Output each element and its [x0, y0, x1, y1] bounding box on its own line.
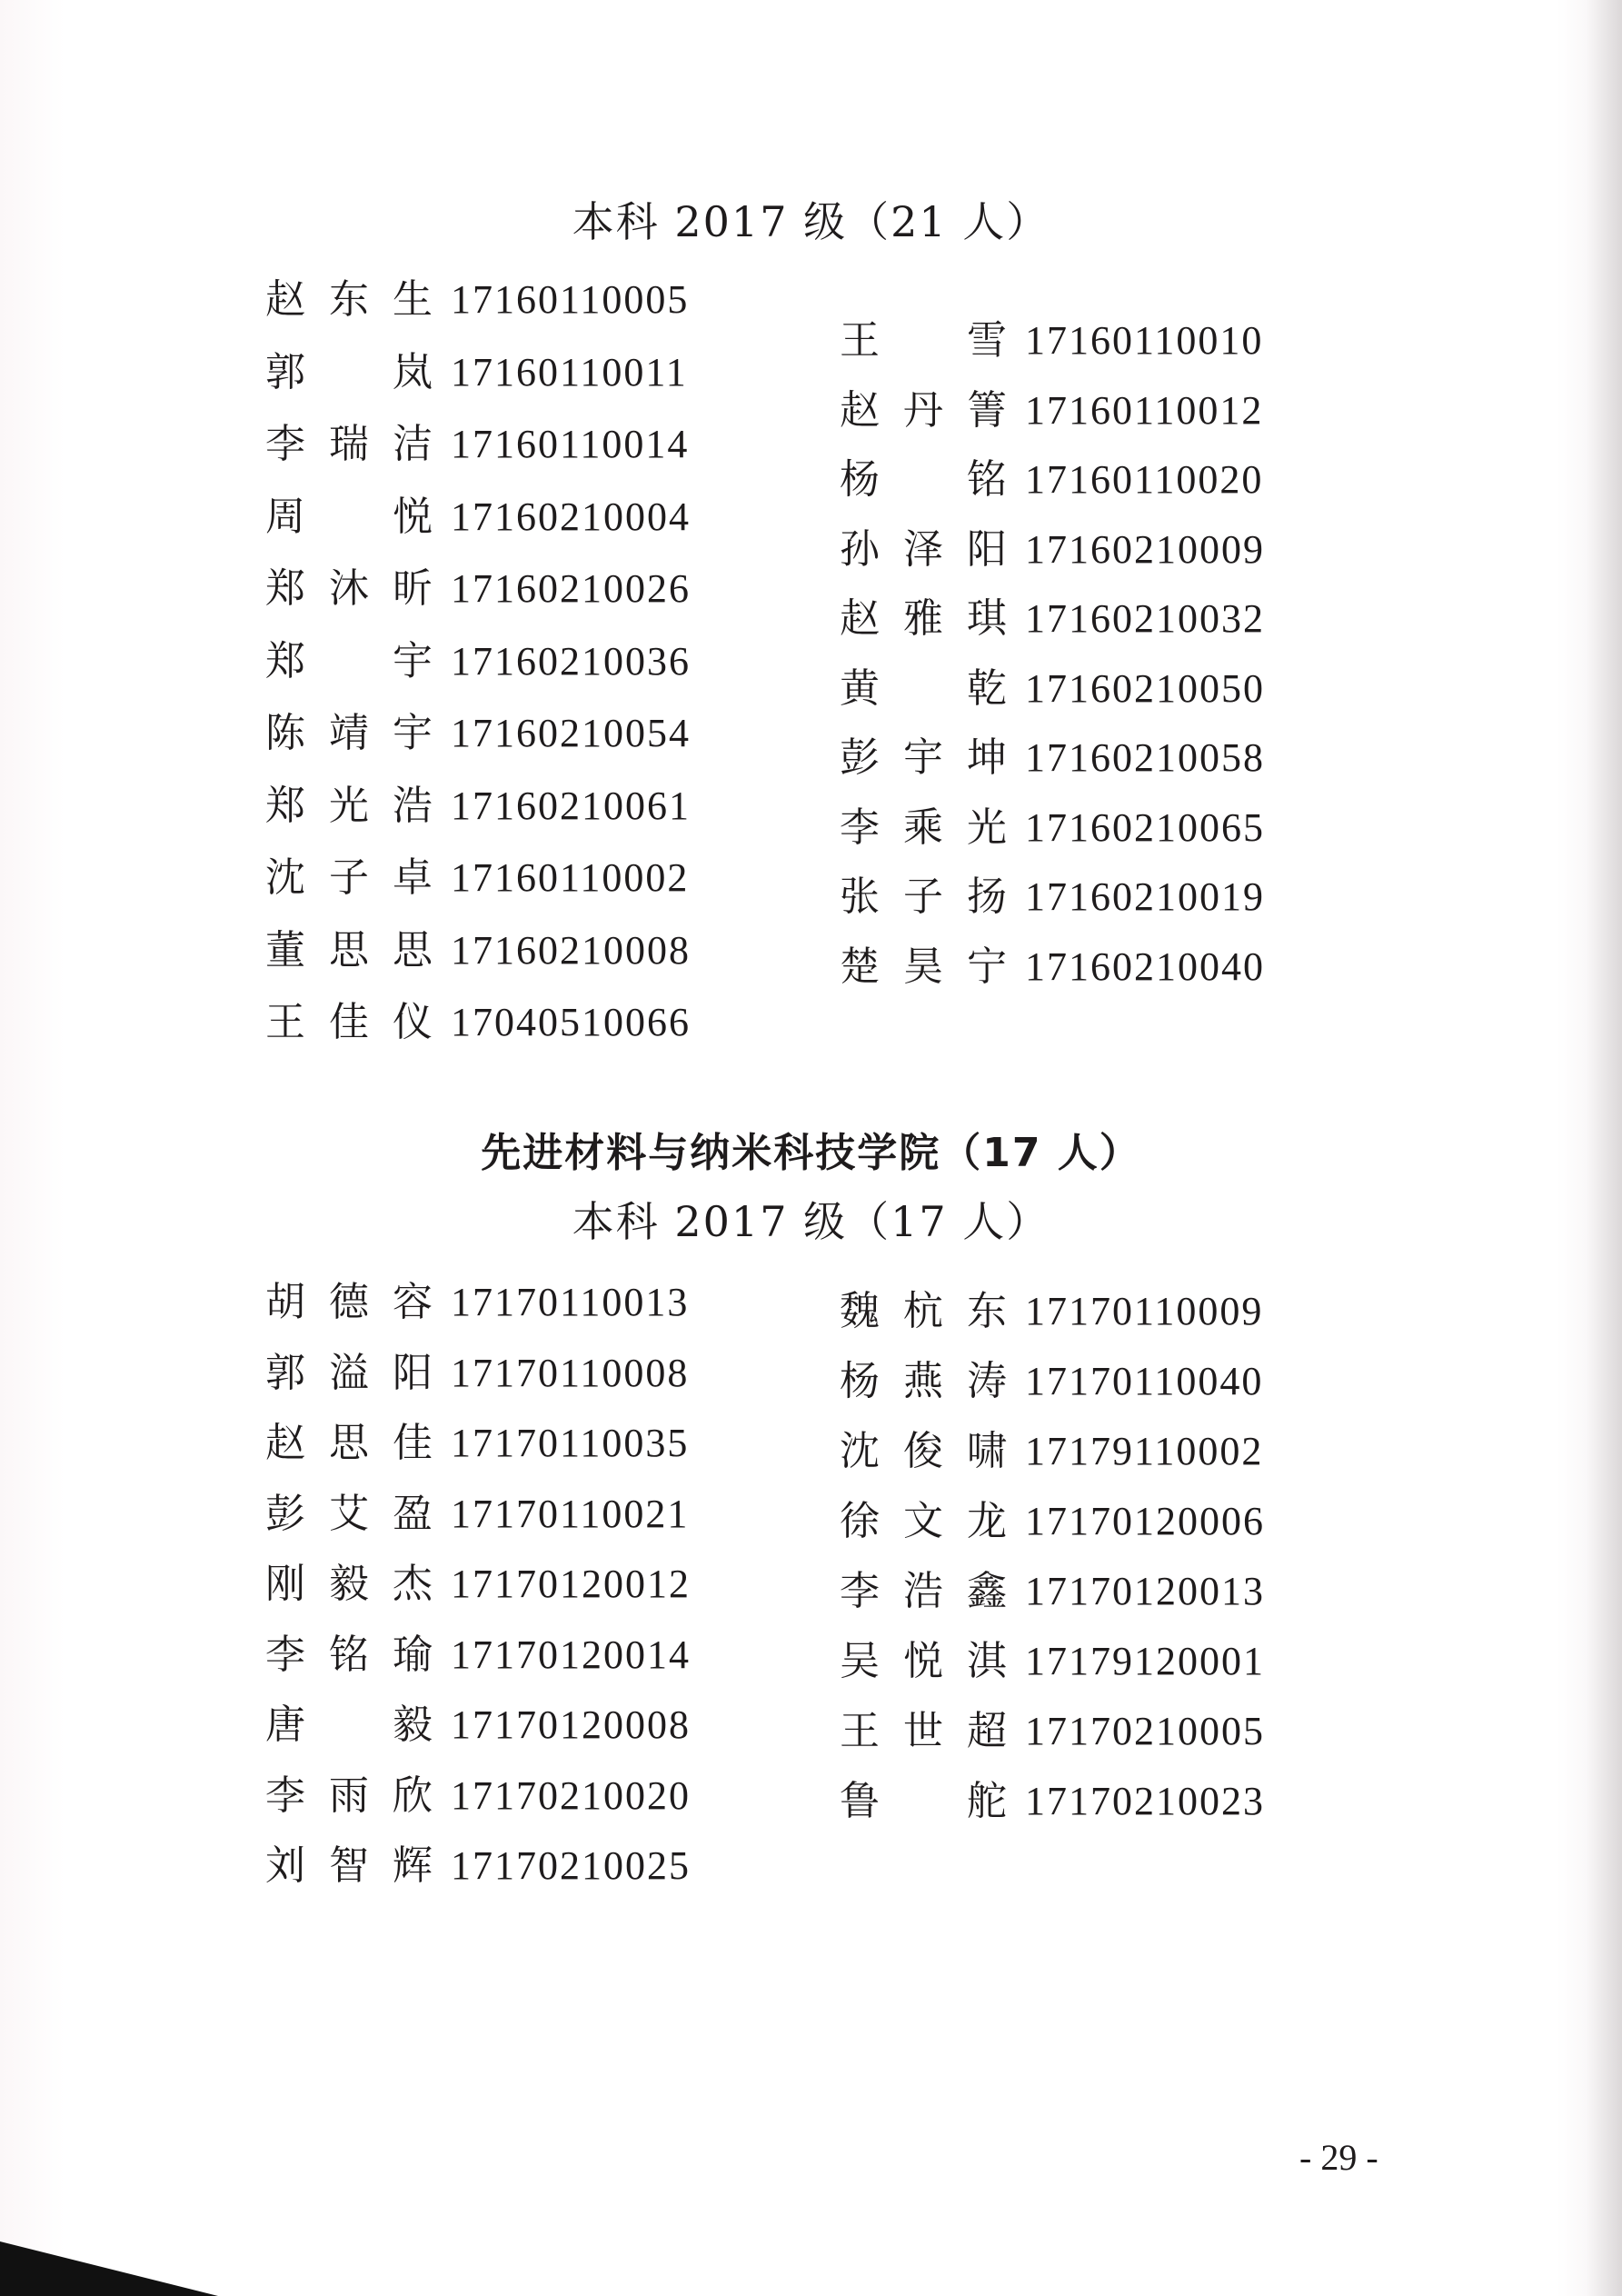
student-name-char: 鲁 [840, 1778, 880, 1824]
student-name-char: 铭 [329, 1631, 369, 1678]
student-name-char: 孙 [840, 525, 880, 573]
student-name-char: 瑜 [393, 1631, 433, 1678]
section-2-left-column [262, 1275, 734, 1889]
student-name-char: 昊 [903, 943, 943, 990]
student-name-char: 生 [393, 276, 433, 323]
student-name-char: 刚 [265, 1561, 305, 1607]
student-name-char: 盈 [393, 1490, 433, 1537]
student-name-char: 智 [329, 1842, 369, 1889]
student-name-char: 雪 [967, 317, 1007, 364]
student-name-char: 昕 [393, 565, 433, 612]
student-id: 17170110040 [1025, 1359, 1264, 1403]
student-name-char: 坤 [967, 734, 1007, 781]
student-name-char: 泽 [903, 525, 943, 573]
student-name-char: 燕 [903, 1358, 943, 1404]
student-name-char: 浩 [393, 782, 433, 829]
student-name-char: 容 [393, 1279, 433, 1325]
student-id: 17040510066 [451, 1000, 691, 1044]
student-id: 17170210005 [1025, 1709, 1265, 1753]
student-id: 17160110020 [1025, 457, 1264, 502]
section-2-right-column [836, 1284, 1309, 1824]
student-name-char: 光 [329, 782, 369, 829]
student-id: 17170210025 [451, 1843, 691, 1888]
student-name-char: 俊 [903, 1428, 943, 1474]
student-name-char: 思 [329, 926, 369, 973]
student-id: 17160210040 [1025, 943, 1265, 989]
student-name-char: 文 [903, 1498, 943, 1544]
student-name-char: 周 [265, 493, 305, 540]
student-name-char: 王 [840, 317, 880, 364]
student-name-char: 李 [265, 1631, 305, 1678]
student-name-char: 德 [329, 1279, 369, 1325]
student-name-char: 唐 [265, 1702, 305, 1748]
student-name-char: 鑫 [967, 1568, 1007, 1614]
student-name-char: 杰 [393, 1561, 433, 1607]
student-name-char: 沈 [265, 854, 305, 901]
student-name-char: 郑 [265, 782, 305, 829]
student-name-char: 箐 [967, 386, 1007, 434]
student-name-char: 溢 [329, 1349, 369, 1396]
student-id: 17170110009 [1025, 1289, 1264, 1333]
student-name-char: 彭 [840, 734, 880, 781]
student-id: 17170210020 [451, 1772, 691, 1818]
student-name-char: 子 [903, 873, 943, 920]
student-name-char: 洁 [393, 421, 433, 467]
student-name-char: 光 [967, 804, 1007, 851]
student-name-char: 彭 [265, 1490, 305, 1537]
student-id: 17160210061 [451, 783, 691, 828]
student-name-char: 靖 [329, 710, 369, 756]
student-name-char: 杭 [903, 1288, 943, 1334]
student-name-char: 东 [329, 276, 369, 323]
student-id: 17160210008 [451, 927, 691, 973]
student-name-char: 涛 [967, 1358, 1007, 1404]
student-id: 17160110012 [1025, 387, 1264, 433]
student-id: 17160110002 [451, 855, 690, 900]
student-name-char: 宇 [903, 734, 943, 781]
student-name-char: 铭 [967, 456, 1007, 503]
section-1-left-column [262, 273, 734, 1045]
student-name-char: 张 [840, 873, 880, 920]
student-name-char: 阳 [967, 525, 1007, 573]
student-name-char: 宁 [967, 943, 1007, 990]
student-name-char: 舵 [967, 1778, 1007, 1824]
student-name-char: 瑞 [329, 421, 369, 467]
scan-corner-shadow [0, 2241, 218, 2296]
student-name-char: 思 [393, 926, 433, 973]
student-name-char: 雨 [329, 1772, 369, 1819]
student-id: 17170110021 [451, 1491, 690, 1536]
student-name-char: 悦 [903, 1638, 943, 1684]
student-id: 17170110035 [451, 1421, 690, 1465]
student-name-char: 李 [265, 421, 305, 467]
student-name-char: 岚 [393, 348, 433, 395]
student-name-char: 乾 [967, 664, 1007, 712]
student-name-char: 毅 [329, 1561, 369, 1607]
student-name-char: 郭 [265, 348, 305, 395]
student-id: 17160210058 [1025, 735, 1265, 780]
student-id: 17160110005 [451, 277, 690, 322]
student-id: 17160210065 [1025, 804, 1265, 850]
student-name-char: 楚 [840, 943, 880, 990]
student-name-char: 陈 [265, 710, 305, 756]
student-name-char: 龙 [967, 1498, 1007, 1544]
student-name-char: 李 [840, 1568, 880, 1614]
student-name-char: 沐 [329, 565, 369, 612]
student-name-char: 郑 [265, 637, 305, 684]
student-id: 17160210054 [451, 711, 691, 755]
page-number: - 29 - [1299, 2137, 1378, 2178]
student-name-char: 吴 [840, 1638, 880, 1684]
student-name-char: 浩 [903, 1568, 943, 1614]
student-name-char: 乘 [903, 804, 943, 851]
student-name-char: 仪 [393, 999, 433, 1045]
student-name-char: 董 [265, 926, 305, 973]
student-name-char: 赵 [840, 595, 880, 642]
student-id: 17160210004 [451, 494, 691, 539]
student-name-char: 黄 [840, 664, 880, 712]
student-name-char: 卓 [393, 854, 433, 901]
student-name-char: 佳 [329, 999, 369, 1045]
student-name-char: 世 [903, 1708, 943, 1754]
student-name-char: 赵 [265, 276, 305, 323]
student-id: 17170110008 [451, 1350, 690, 1395]
student-id: 17160110011 [451, 349, 688, 394]
student-name-char: 王 [265, 999, 305, 1045]
student-id: 17160210050 [1025, 665, 1265, 711]
student-id: 17160210032 [1025, 596, 1265, 641]
student-name-char: 徐 [840, 1498, 880, 1544]
student-name-char: 东 [967, 1288, 1007, 1334]
student-id: 17179110002 [1025, 1429, 1264, 1473]
section-2-school-heading: 先进材料与纳米科技学院（17 人） [481, 1130, 1141, 1176]
student-name-char: 魏 [840, 1288, 880, 1334]
student-name-char: 郑 [265, 565, 305, 612]
student-name-char: 毅 [393, 1702, 433, 1748]
student-name-char: 李 [840, 804, 880, 851]
student-id: 17170120006 [1025, 1499, 1265, 1543]
student-id: 17170120014 [451, 1632, 691, 1677]
student-id: 17160110010 [1025, 318, 1264, 363]
student-id: 17170120012 [451, 1562, 691, 1606]
student-name-char: 阳 [393, 1349, 433, 1396]
student-name-char: 欣 [393, 1772, 433, 1819]
student-name-char: 淇 [967, 1638, 1007, 1684]
student-name-char: 雅 [903, 595, 943, 642]
student-name-char: 艾 [329, 1490, 369, 1537]
student-name-char: 杨 [840, 456, 880, 503]
student-id: 17170110013 [451, 1280, 690, 1324]
student-id: 17160210026 [451, 566, 691, 611]
student-name-char: 宇 [393, 637, 433, 684]
student-name-char: 赵 [265, 1420, 305, 1466]
student-id: 17179120001 [1025, 1639, 1265, 1683]
student-id: 17160210036 [451, 638, 691, 684]
student-name-char: 沈 [840, 1428, 880, 1474]
student-id: 17160210009 [1025, 526, 1265, 572]
student-name-char: 啸 [967, 1428, 1007, 1474]
student-id: 17170120013 [1025, 1569, 1265, 1613]
student-id: 17170210023 [1025, 1779, 1265, 1823]
student-name-char: 刘 [265, 1842, 305, 1889]
section-2-grade-heading: 本科 2017 级（17 人） [572, 1197, 1050, 1246]
student-id: 17160110014 [451, 422, 690, 466]
student-name-char: 子 [329, 854, 369, 901]
section-1-grade-heading: 本科 2017 级（21 人） [572, 197, 1050, 246]
student-name-char: 超 [967, 1708, 1007, 1754]
student-name-char: 思 [329, 1420, 369, 1466]
student-name-char: 郭 [265, 1349, 305, 1396]
student-name-char: 宇 [393, 710, 433, 756]
student-id: 17160210019 [1025, 874, 1265, 919]
student-name-char: 王 [840, 1708, 880, 1754]
student-name-char: 杨 [840, 1358, 880, 1404]
student-name-char: 李 [265, 1772, 305, 1819]
student-name-char: 悦 [393, 493, 433, 540]
student-name-char: 辉 [393, 1842, 433, 1889]
student-name-char: 胡 [265, 1279, 305, 1325]
student-name-char: 琪 [967, 595, 1007, 642]
student-name-char: 丹 [903, 386, 943, 434]
student-name-char: 赵 [840, 386, 880, 434]
student-name-char: 扬 [967, 873, 1007, 920]
student-id: 17170120008 [451, 1702, 691, 1747]
student-name-char: 佳 [393, 1420, 433, 1466]
